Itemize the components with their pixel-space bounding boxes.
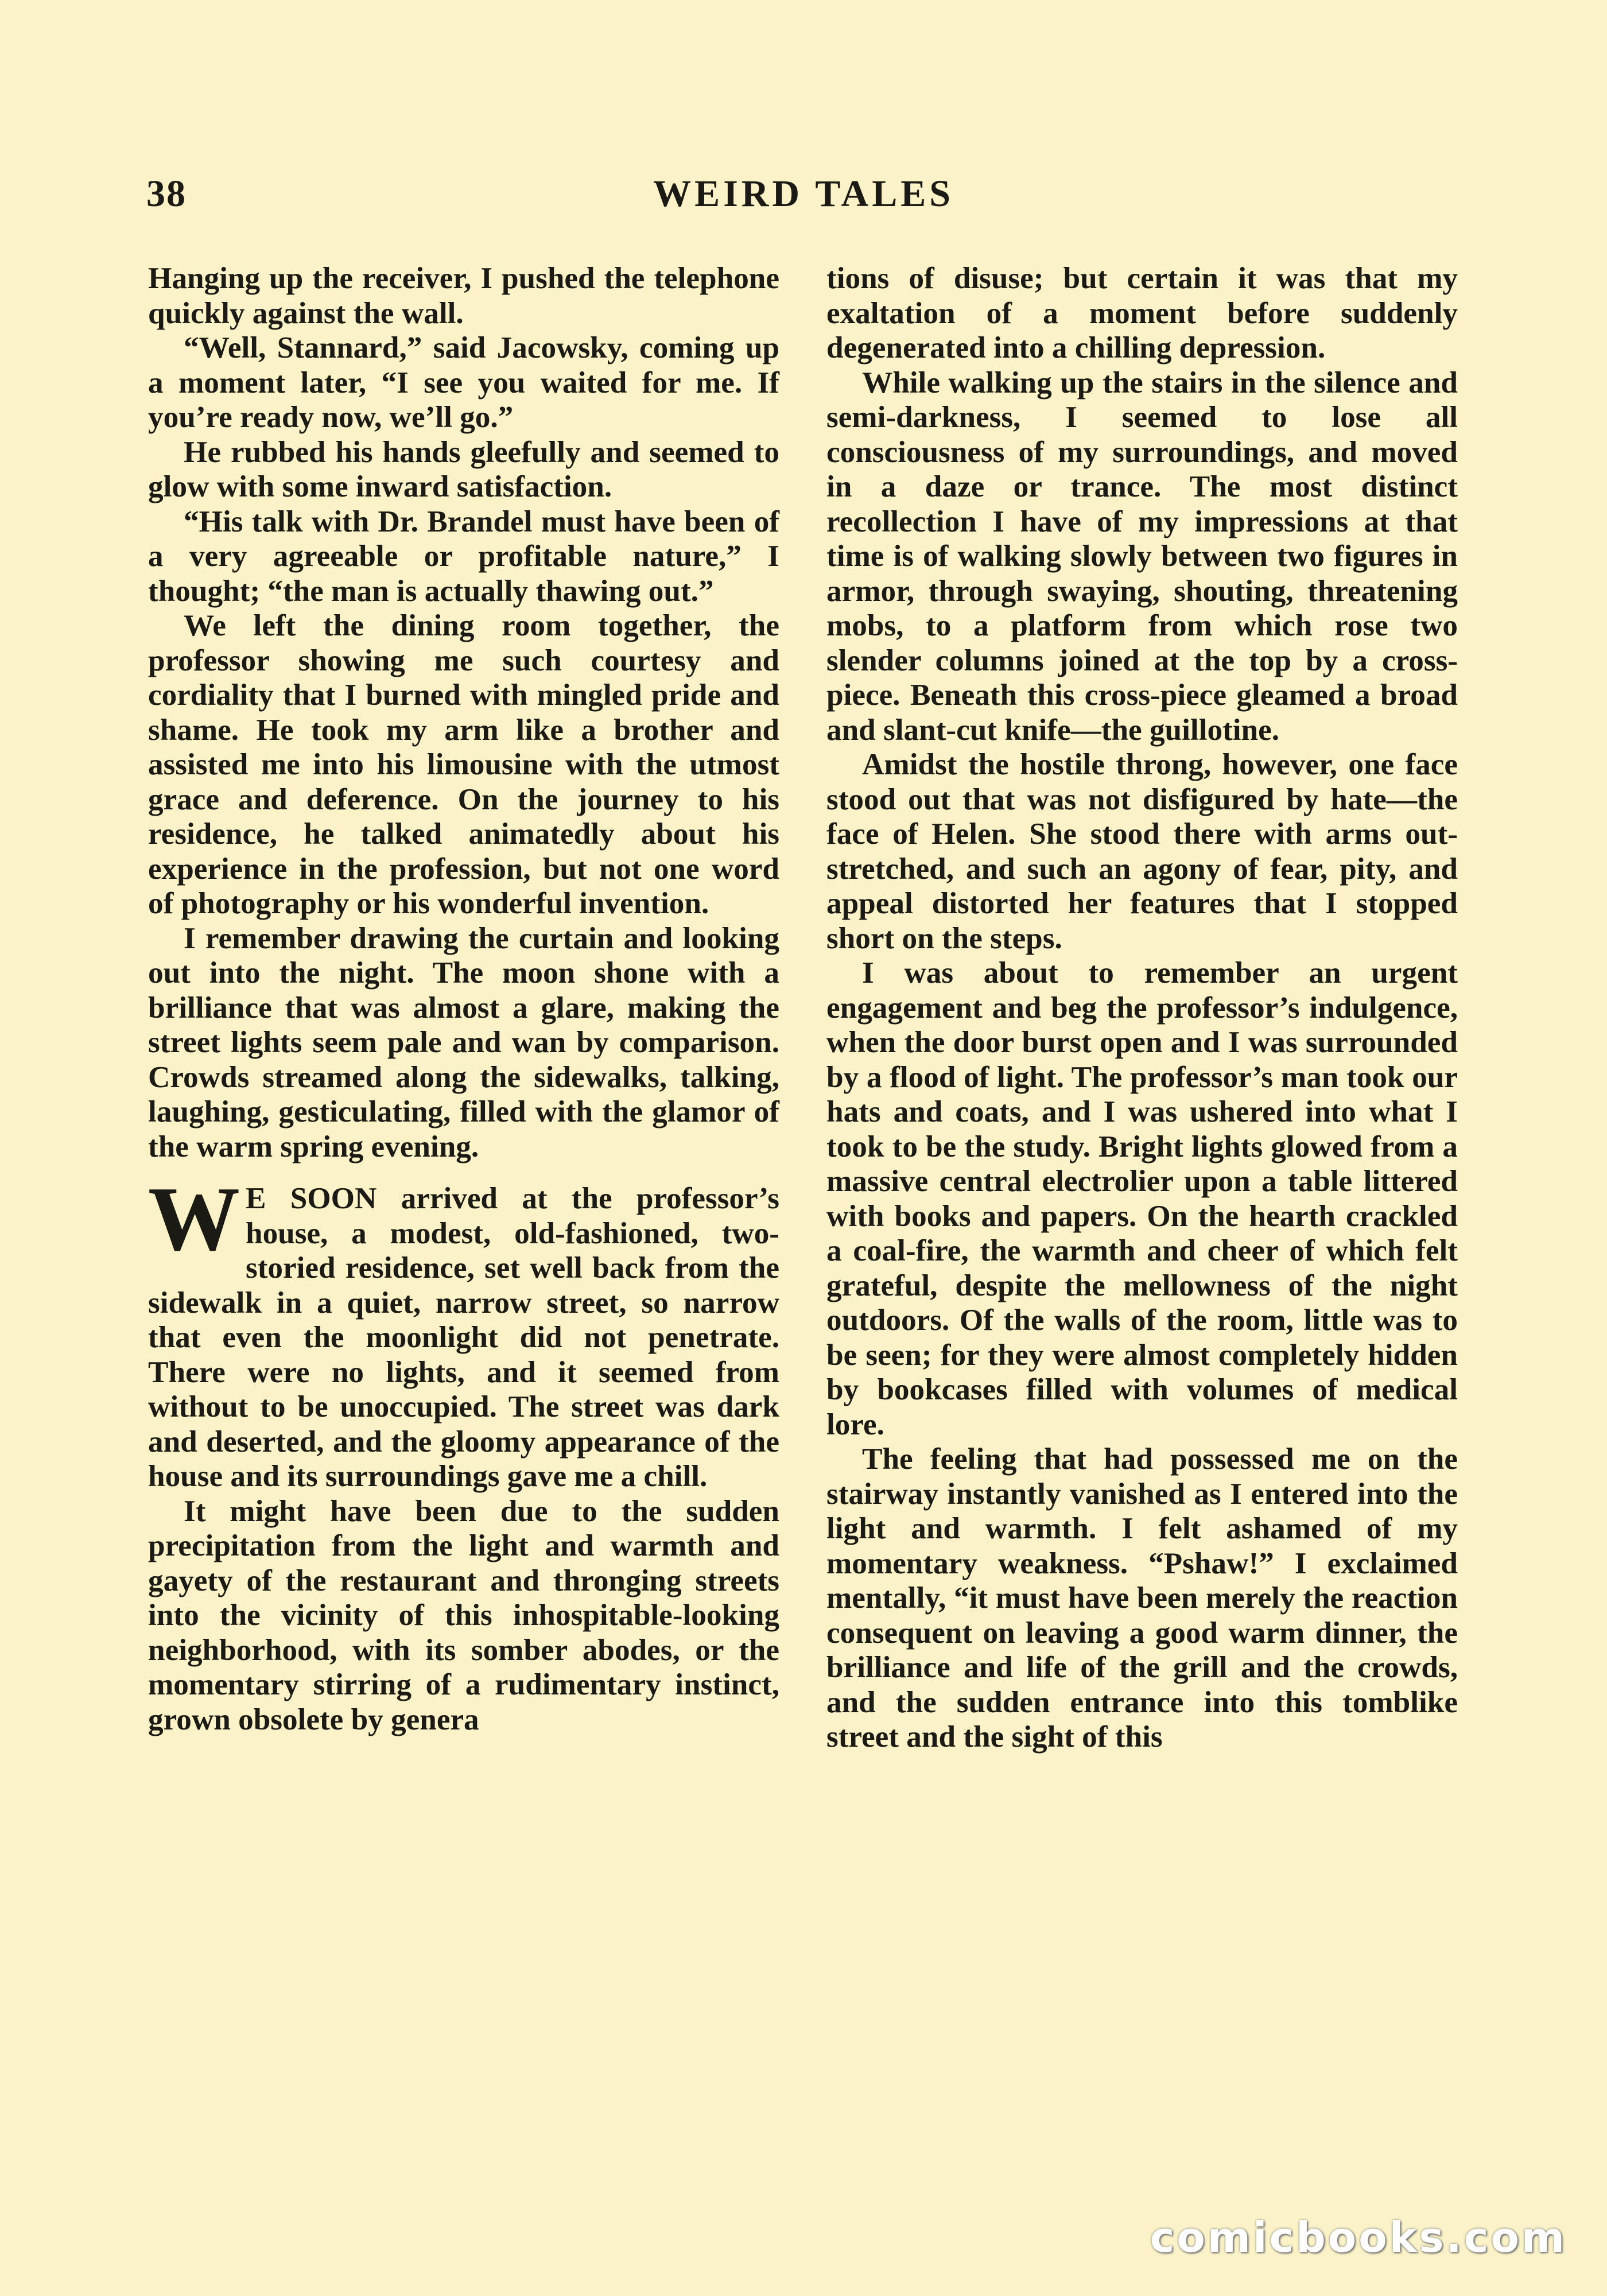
left-column <box>148 261 779 1737</box>
section-opening-paragraph <box>148 1168 779 1494</box>
page-number: 38 <box>146 173 187 215</box>
paragraph: We left the dining room together, the professor showing me such courtesy and cordiality that I burned with mingled pride and shame. He took my arm like a brother and assisted me into his limousine with the utmost grace and deference. On the journey to his residence, he talked animatedly about his experience in the profession, but not one word of photography or his wonderful invention. <box>148 608 779 920</box>
drop-cap: W <box>148 1168 240 1270</box>
paragraph: The feeling that had possessed me on the stairway instantly vanished as I entered into the light and warmth. I felt ashamed of my momentary weakness. “Pshaw!” I exclaimed mentally, “it must have been merely the reaction consequent on leaving a good warm dinner, the brilliance and life of the grill and the crowds, and the sudden entrance into this tomblike street and the sight of this <box>826 1442 1458 1754</box>
paragraph: I was about to remember an urgent engagement and beg the professor’s indulgence, when the door burst open and I was surrounded by a flood of light. The professor’s man took our hats and coats, and I was ushered into what I took to be the study. Bright lights glowed from a massive central electrolier upon a table littered with books and papers. On the hearth crackled a coal-fire, the warmth and cheer of which felt grateful, despite the mellowness of the night outdoors. Of the walls of the room, little was to be seen; for they were almost completely hidden by bookcases filled with volumes of medical lore. <box>826 956 1458 1441</box>
paragraph: tions of disuse; but certain it was that my exaltation of a moment before suddenly degenerated into a chilling depression. <box>826 261 1458 364</box>
watermark: comicbooks.com <box>1150 2213 1567 2262</box>
paragraph: “His talk with Dr. Brandel must have been of a very agreeable or profitable nature,” I thought; “the man is actually thawing out.” <box>148 504 779 608</box>
section-opening-text: E SOON arrived at the professor’s house, a modest, old-fashioned, two-storied residence, set well back from the sidewalk in a quiet, narrow street, so narrow that even the moonlight did not penetrate. There were no lights, and it seemed from without to be unoccupied. The street was dark and deserted, and the gloomy appearance of the house and its surroundings gave me a chill. <box>148 1181 779 1493</box>
paragraph: It might have been due to the sudden precipitation from the light and warmth and gayety of the restaurant and thronging streets into the vicinity of this inhospitable-looking neighborhood, with its somber abodes, or the momentary stirring of a rudimentary instinct, grown obsolete by genera <box>148 1494 779 1736</box>
paragraph: He rubbed his hands gleefully and seemed to glow with some inward satisfaction. <box>148 435 779 503</box>
paragraph: I remember drawing the curtain and looking out into the night. The moon shone with a brilliance that was almost a glare, making the street lights seem pale and wan by comparison. Crowds streamed along the sidewalks, talking, laughing, gesticulating, filled with the glamor of the warm spring evening. <box>148 921 779 1163</box>
paragraph: “Well, Stannard,” said Jacowsky, coming up a moment later, “I see you waited for me. If you’re ready now, we’ll go.” <box>148 331 779 434</box>
paragraph: While walking up the stairs in the silence and semi-darkness, I seemed to lose all consciousness of my surroundings, and moved in a daze or trance. The most distinct recollection I have of my impressions at that time is of walking slowly between two figures in armor, through swaying, shouting, threatening mobs, to a platform from which rose two slender columns joined at the top by a cross-piece. Beneath this cross-piece gleamed a broad and slant-cut knife—the guillotine. <box>826 365 1458 747</box>
paragraph: Amidst the hostile throng, however, one face stood out that was not disfigured by hate—the face of Helen. She stood there with arms outstretched, and such an agony of fear, pity, and appeal distorted her features that I stopped short on the steps. <box>826 747 1458 955</box>
right-column <box>826 261 1458 1755</box>
running-head: WEIRD TALES <box>653 173 954 215</box>
paragraph: Hanging up the receiver, I pushed the telephone quickly against the wall. <box>148 261 779 330</box>
